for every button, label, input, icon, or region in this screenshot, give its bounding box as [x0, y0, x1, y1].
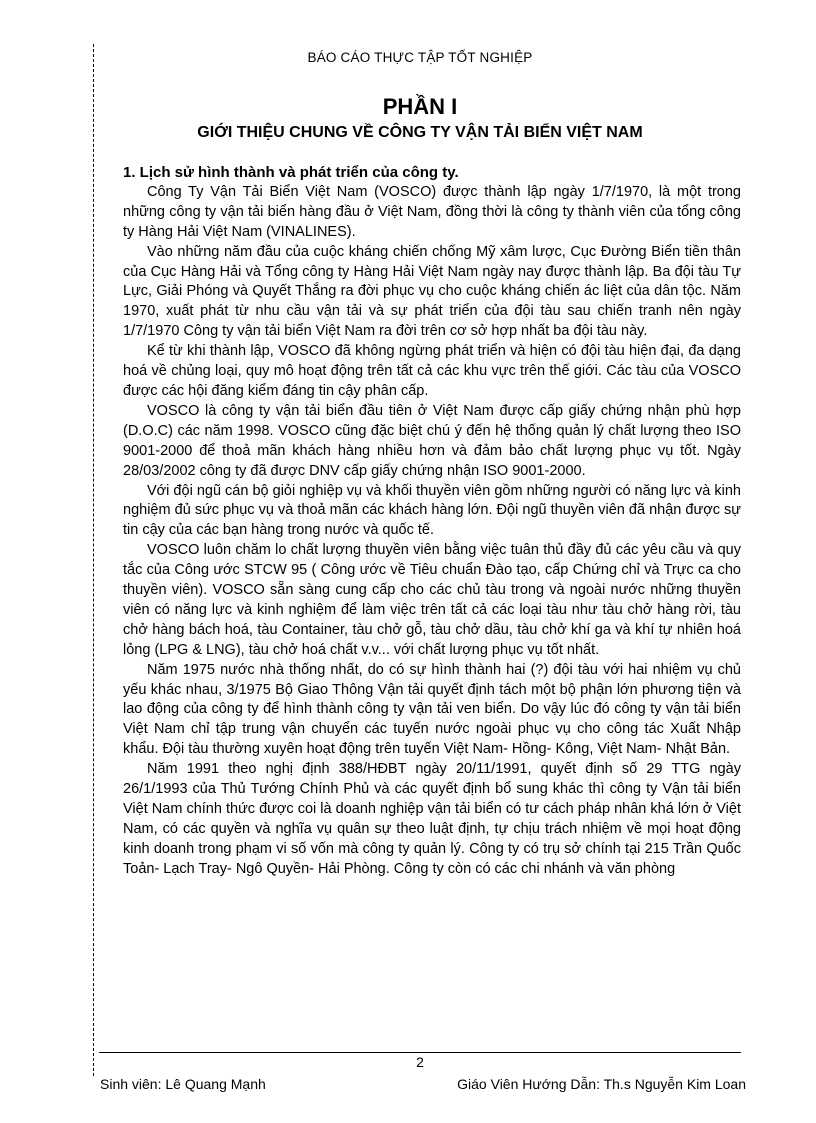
paragraph: VOSCO luôn chăm lo chất lượng thuyền viên bằng việc tuân thủ đầy đủ các yêu cầu và quy tắc của Công ước STCW 95 ( Công ước về Tiêu chuẩn Đào tạo, cấp Chứng chỉ và Trực ca cho thuyền viên). VOSCO sẵn sàng cung cấp cho các chủ tàu trong và ngoài nước những thuyền viên có năng lực và kinh nghiệm để làm việc trên tất cả các loại tàu như tàu chở hàng rời, tàu chở hàng bách hoá, tàu Container, tàu chở gỗ, tàu chở dầu, tàu chở khí ga và khí tự nhiên hoá lỏng (LPG & LNG), tàu chở hoá chất v.v... với chất lượng phục vụ tốt nhất.	[123, 542, 741, 658]
paragraph: Kể từ khi thành lập, VOSCO đã không ngừng phát triển và hiện có đội tàu hiện đại, đa dạng hoá về chủng loại, quy mô hoạt động trên tất cả các khu vực trên thế giới. Các tàu của VOSCO được các hội đăng kiểm đáng tin cậy phân cấp.	[123, 343, 741, 399]
paragraph: Năm 1991 theo nghị định 388/HĐBT ngày 20/11/1991, quyết định số 29 TTG ngày 26/1/1993 của Thủ Tướng Chính Phủ và các quyết định bổ sung khác thì công ty Vận tải biển Việt Nam chính thức được coi là doanh nghiệp vận tải biển có tư cách pháp nhân khá lớn ở Việt Nam, có các quyền và nghĩa vụ quân sự theo luật định, tự chịu trách nhiệm về mọi hoạt động kinh doanh trong phạm vi số vốn mà công ty quản lý. Công ty có trụ sở chính tại 215 Trần Quốc Toản- Lạch Tray- Ngô Quyền- Hải Phòng. Công ty còn có các chi nhánh và văn phòng	[123, 761, 741, 877]
paragraph: Năm 1975 nước nhà thống nhất, do có sự hình thành hai (?) đội tàu với hai nhiệm vụ chủ yếu khác nhau, 3/1975 Bộ Giao Thông Vận tải quyết định tách một bộ phận lớn phương tiện và lao động của công ty để hình thành công ty vận tải ven biển. Do vậy lúc đó công ty vận tải biển Việt Nam chỉ tập trung vận chuyển các tuyến nước ngoài phục vụ cho công tác Xuất Nhập khẩu. Đội tàu thường xuyên hoạt động trên tuyến Việt Nam- Hồng- Kông, Việt Nam- Nhật Bản.	[123, 661, 741, 758]
page-number: 2	[416, 1054, 424, 1070]
section-heading: 1. Lịch sử hình thành và phát triển của công ty.	[123, 164, 459, 181]
paragraph: VOSCO là công ty vận tải biển đầu tiên ở Việt Nam được cấp giấy chứng nhận phù hợp (D.O.C) các năm 1998. VOSCO cũng đặc biệt chú ý đến hệ thống quản lý chất lượng theo ISO 9001-2000 để thoả mãn khách hàng nhiều hơn và đảm bảo chất lượng phục vụ tốt. Ngày 28/03/2002 công ty đã được DNV cấp giấy chứng nhận ISO 9001-2000.	[123, 402, 741, 479]
part-title: PHẦN I	[382, 94, 458, 119]
footer-divider	[99, 1052, 741, 1053]
footer-student: Sinh viên: Lê Quang Mạnh	[100, 1076, 266, 1092]
footer-advisor: Giáo Viên Hướng Dẫn: Th.s Nguyễn Kim Loan	[457, 1076, 746, 1092]
paragraph: Vào những năm đầu của cuộc kháng chiến chống Mỹ xâm lược, Cục Đường Biển tiền thân của Cục Hàng Hải và Tổng công ty Hàng Hải Việt Nam ngày nay được thành lập. Ba đội tàu Tự Lực, Giải Phóng và Quyết Thắng ra đời phục vụ cho cuộc kháng chiến ác liệt của dân tộc. Năm 1970, xuất phát từ nhu cầu vận tải và sự phát triển của đội tàu sau chiến tranh nên ngày 1/7/1970 Công ty vận tải biển Việt Nam ra đời trên cơ sở hợp nhất ba đội tàu này.	[123, 243, 741, 340]
paragraph: Công Ty Vận Tải Biển Việt Nam (VOSCO) được thành lập ngày 1/7/1970, là một trong những công ty vận tải biển hàng đầu ở Việt Nam, đồng thời là công ty thành viên của tổng công ty Hàng Hải Việt Nam (VINALINES).	[123, 183, 741, 240]
binding-margin-line	[93, 44, 94, 1076]
report-header: BÁO CÁO THỰC TẬP TỐT NGHIỆP	[307, 50, 533, 65]
part-subtitle: GIỚI THIỆU CHUNG VỀ CÔNG TY VẬN TẢI BIỂN VIỆT NAM	[197, 124, 643, 141]
paragraph: Với đội ngũ cán bộ giỏi nghiệp vụ và khối thuyền viên gồm những người có năng lực và kinh nghiệm đủ sức phục vụ và thoả mãn các khách hàng lớn. Đội ngũ thuyền viên đã nhận được sự tin cậy của các bạn hàng trong nước và quốc tế.	[123, 482, 741, 539]
document-body	[123, 162, 741, 880]
